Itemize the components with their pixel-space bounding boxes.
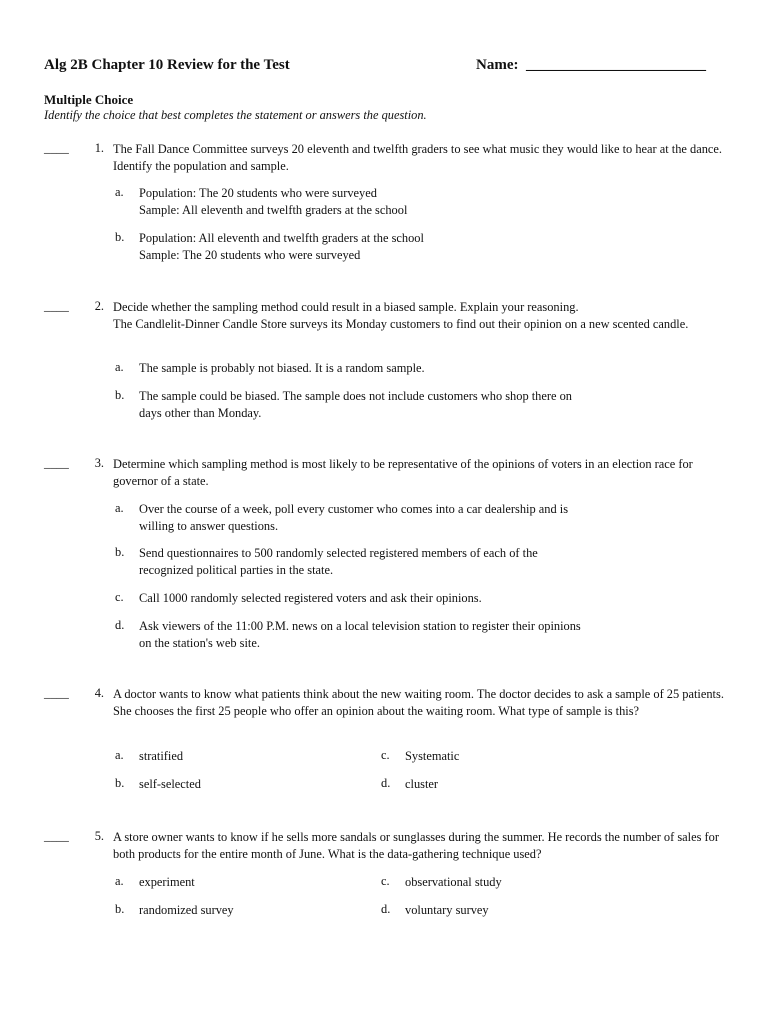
answer-blank: ____: [44, 829, 69, 843]
option-text: Over the course of a week, poll every customer who comes into a car dealership and is willing to answer questions.: [139, 502, 569, 533]
section-instructions: Identify the choice that best completes the statement or answers the question.: [44, 108, 427, 122]
answer-blank: ____: [44, 686, 69, 700]
option-text: Send questionnaires to 500 randomly selected registered members of each of the recognized political parties in the state.: [139, 546, 538, 577]
option-text: cluster: [405, 777, 439, 791]
question-number: 4.: [94, 686, 104, 700]
option-text: self-selected: [139, 777, 201, 791]
option-text: The sample could be biased. The sample does not include customers who shop there on days other than Monday.: [139, 389, 572, 420]
section-title: Multiple Choice: [44, 92, 134, 107]
name-label: Name:: [476, 57, 519, 73]
option-letter: a.: [115, 501, 124, 515]
question-number: 1.: [94, 141, 104, 155]
name-line: ________________________: [525, 57, 706, 73]
option-text: randomized survey: [139, 903, 234, 917]
question-number: 3.: [94, 456, 104, 470]
option-letter: a.: [115, 360, 124, 374]
option-text: Ask viewers of the 11:00 P.M. news on a local television station to register their opinions on the station's web site.: [139, 619, 581, 650]
option-letter: b.: [115, 545, 125, 559]
answer-blank: ____: [44, 141, 69, 155]
option-text: stratified: [139, 749, 184, 763]
option-letter: c.: [381, 748, 390, 762]
option-text: Systematic: [405, 749, 460, 763]
option-letter: c.: [381, 874, 390, 888]
test-header: [44, 57, 724, 77]
option-text: Population: The 20 students who were surveyed Sample: All eleventh and twelfth graders at the school: [139, 186, 408, 217]
option-letter: a.: [115, 185, 124, 199]
option-letter: b.: [115, 902, 125, 916]
answer-blank: ____: [44, 299, 69, 313]
option-letter: d.: [381, 902, 391, 916]
option-letter: b.: [115, 230, 125, 244]
option-letter: a.: [115, 874, 124, 888]
question-stem: A store owner wants to know if he sells more sandals or sunglasses during the summer. He records the number of sales for both products for the entire month of June. What is the data-gathering technique used?: [113, 830, 719, 861]
question-stem: Determine which sampling method is most likely to be representative of the opinions of voters in an election race for governor of a state.: [113, 457, 693, 488]
option-text: Call 1000 randomly selected registered voters and ask their opinions.: [139, 591, 482, 605]
option-text: experiment: [139, 875, 195, 889]
question-stem: A doctor wants to know what patients think about the new waiting room. The doctor decides to ask a sample of 25 patients. She chooses the first 25 people who offer an opinion about the waiting room. What type of sample is this?: [113, 687, 724, 718]
option-letter: d.: [115, 618, 125, 632]
option-text: Population: All eleventh and twelfth graders at the school Sample: The 20 students who were surveyed: [139, 231, 424, 262]
option-letter: c.: [115, 590, 124, 604]
option-letter: d.: [381, 776, 391, 790]
name-field: [476, 57, 706, 74]
question-number: 2.: [94, 299, 104, 313]
option-letter: b.: [115, 388, 125, 402]
option-letter: b.: [115, 776, 125, 790]
option-text: observational study: [405, 875, 502, 889]
question-number: 5.: [94, 829, 104, 843]
question-stem: Decide whether the sampling method could result in a biased sample. Explain your reasoning. The Candlelit-Dinner Candle Store surveys its Monday customers to find out their opinion on a new scented candle.: [113, 300, 689, 331]
option-text: voluntary survey: [405, 903, 489, 917]
answer-blank: ____: [44, 456, 69, 470]
option-text: The sample is probably not biased. It is a random sample.: [139, 361, 425, 375]
question-stem: The Fall Dance Committee surveys 20 eleventh and twelfth graders to see what music they would like to hear at the dance. Identify the population and sample.: [113, 142, 723, 173]
option-letter: a.: [115, 748, 124, 762]
test-title: Alg 2B Chapter 10 Review for the Test: [44, 57, 290, 73]
